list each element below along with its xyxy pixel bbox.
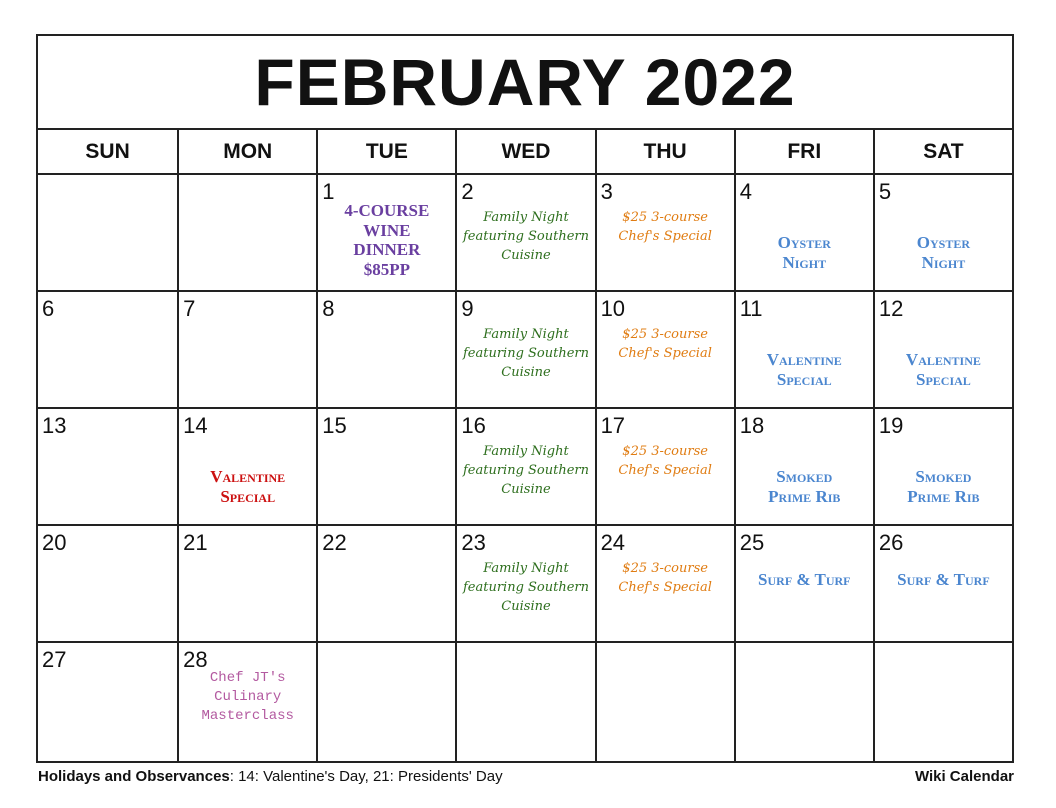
event-label: Family Night featuring Southern Cuisine xyxy=(462,210,590,263)
day-cell[interactable] xyxy=(873,526,1012,643)
weekday-header: TUE xyxy=(316,130,455,175)
weekday-header: MON xyxy=(177,130,316,175)
day-cell[interactable] xyxy=(595,175,734,292)
event-label: Valentine Special xyxy=(210,467,286,506)
day-number: 22 xyxy=(322,530,347,555)
day-cell[interactable] xyxy=(734,409,873,526)
day-number: 9 xyxy=(461,296,474,321)
day-number: 20 xyxy=(42,530,67,555)
event-label: Smoked Prime Rib xyxy=(768,467,841,506)
event-label: 4-COURSE WINE DINNER $85PP xyxy=(344,201,430,279)
day-cell[interactable] xyxy=(873,175,1012,292)
calendar-grid xyxy=(38,130,1012,761)
day-cell[interactable] xyxy=(873,643,1012,761)
day-cell[interactable] xyxy=(38,643,177,761)
day-number: 25 xyxy=(739,530,765,555)
day-number: 2 xyxy=(461,179,474,204)
day-cell[interactable] xyxy=(595,409,734,526)
day-cell[interactable] xyxy=(734,175,873,292)
weekday-header: SAT xyxy=(873,130,1012,175)
day-cell[interactable] xyxy=(177,526,316,643)
day-number: 23 xyxy=(461,530,486,555)
day-cell[interactable] xyxy=(455,643,594,761)
calendar xyxy=(36,34,1014,763)
day-cell[interactable] xyxy=(38,292,177,409)
day-cell[interactable] xyxy=(38,175,177,292)
weekday-header: SUN xyxy=(38,130,177,175)
day-number: 5 xyxy=(878,179,892,204)
day-cell[interactable] xyxy=(177,175,316,292)
day-number: 7 xyxy=(183,296,196,321)
day-cell[interactable] xyxy=(455,526,594,643)
day-number: 3 xyxy=(600,179,613,204)
day-cell[interactable] xyxy=(316,175,455,292)
event-label: Family Night featuring Southern Cuisine xyxy=(462,327,590,380)
footer xyxy=(38,768,1014,785)
day-cell[interactable] xyxy=(177,292,316,409)
weekday-header: WED xyxy=(455,130,594,175)
day-number: 18 xyxy=(739,413,765,438)
day-number: 28 xyxy=(183,647,208,672)
day-number: 17 xyxy=(600,413,626,438)
event-label: $25 3-course Chef's Special xyxy=(618,444,712,478)
day-cell[interactable] xyxy=(455,175,594,292)
event-label: Oyster Night xyxy=(916,233,971,272)
day-number: 8 xyxy=(322,296,335,321)
day-number: 19 xyxy=(878,413,904,438)
calendar-title: FEBRUARY 2022 xyxy=(254,45,796,119)
day-cell[interactable] xyxy=(177,409,316,526)
event-label: Smoked Prime Rib xyxy=(907,467,980,506)
title-row xyxy=(38,36,1012,130)
observances xyxy=(38,768,503,785)
day-cell[interactable] xyxy=(177,643,316,761)
day-cell[interactable] xyxy=(734,643,873,761)
day-number: 11 xyxy=(739,296,763,321)
event-label: Oyster Night xyxy=(777,233,831,272)
day-cell[interactable] xyxy=(734,292,873,409)
day-cell[interactable] xyxy=(595,292,734,409)
day-number: 21 xyxy=(183,530,208,555)
observances-text: : 14: Valentine's Day, 21: Presidents' Day xyxy=(229,768,503,785)
brand-label: Wiki Calendar xyxy=(914,768,1014,785)
event-label: $25 3-course Chef's Special xyxy=(618,210,712,244)
event-label: Chef JT's Culinary Masterclass xyxy=(201,670,294,724)
day-number: 24 xyxy=(600,530,626,555)
day-number: 10 xyxy=(600,296,626,321)
day-number: 6 xyxy=(42,296,55,321)
day-number: 27 xyxy=(42,647,67,672)
event-label: $25 3-course Chef's Special xyxy=(618,561,712,595)
day-number: 15 xyxy=(322,413,347,438)
day-cell[interactable] xyxy=(734,526,873,643)
event-label: Valentine Special xyxy=(766,350,842,389)
day-cell[interactable] xyxy=(873,409,1012,526)
day-cell[interactable] xyxy=(38,526,177,643)
day-number: 16 xyxy=(461,413,486,438)
day-cell[interactable] xyxy=(595,643,734,761)
day-cell[interactable] xyxy=(455,292,594,409)
day-cell[interactable] xyxy=(316,292,455,409)
day-cell[interactable] xyxy=(316,409,455,526)
day-cell[interactable] xyxy=(595,526,734,643)
day-cell[interactable] xyxy=(38,409,177,526)
day-cell[interactable] xyxy=(316,643,455,761)
day-cell[interactable] xyxy=(316,526,455,643)
event-label: Surf & Turf xyxy=(758,570,851,589)
event-label: $25 3-course Chef's Special xyxy=(618,327,712,361)
observances-label: Holidays and Observances xyxy=(38,768,230,785)
day-cell[interactable] xyxy=(455,409,594,526)
event-label: Surf & Turf xyxy=(897,570,990,589)
event-label: Valentine Special xyxy=(905,350,981,389)
day-number: 1 xyxy=(322,179,335,204)
weekday-header: FRI xyxy=(734,130,873,175)
day-number: 26 xyxy=(878,530,904,555)
weekday-header: THU xyxy=(595,130,734,175)
day-cell[interactable] xyxy=(873,292,1012,409)
day-number: 13 xyxy=(42,413,67,438)
day-number: 12 xyxy=(878,296,904,321)
event-label: Family Night featuring Southern Cuisine xyxy=(462,561,590,614)
day-number: 14 xyxy=(183,413,208,438)
day-number: 4 xyxy=(739,179,752,204)
event-label: Family Night featuring Southern Cuisine xyxy=(462,444,590,497)
